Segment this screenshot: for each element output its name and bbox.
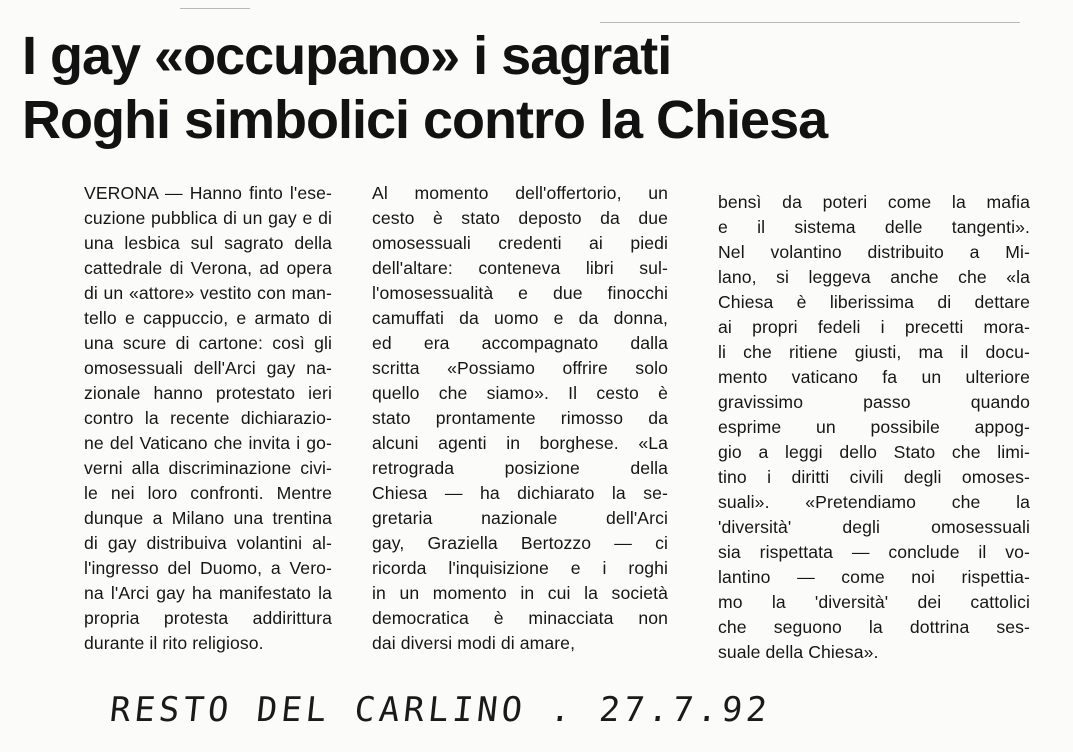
article-line: Al momento dell'offertorio, un — [372, 183, 668, 203]
headline — [22, 24, 1052, 152]
article-line: tino i diritti civili degli omoses- — [718, 467, 1030, 487]
article-line: una scure di cartone: così gli — [84, 333, 332, 353]
article-line: VERONA — Hanno finto l'ese- — [84, 183, 332, 203]
article-body — [84, 181, 1044, 661]
article-line: tello e cappuccio, e armato di — [84, 308, 332, 328]
article-line: na l'Arci gay ha manifestato la — [84, 583, 332, 603]
headline-line-2: Roghi simbolici contro la Chiesa — [22, 90, 828, 150]
article-line: lantino — come noi rispettia- — [718, 567, 1030, 587]
article-line: cesto è stato deposto da due — [372, 208, 668, 228]
article-line: le nei loro confronti. Mentre — [84, 483, 332, 503]
scan-edge-mark — [180, 8, 250, 9]
article-line: omosessuali credenti ai piedi — [372, 233, 668, 253]
scan-edge-mark — [600, 22, 1020, 23]
article-line: contro la recente dichiarazio- — [84, 408, 332, 428]
article-line: mo la 'diversità' dei cattolici — [718, 592, 1030, 612]
article-line: suali». «Pretendiamo che la — [718, 492, 1030, 512]
article-line: democratica è minacciata non — [372, 608, 668, 628]
article-line: verni alla discriminazione civi- — [84, 458, 332, 478]
article-line: li che ritiene giusti, ma il docu- — [718, 342, 1030, 362]
article-line: cuzione pubblica di un gay e di — [84, 208, 332, 228]
article-line: Chiesa — ha dichiarato la se- — [372, 483, 668, 503]
article-line: 'diversità' degli omosessuali — [718, 517, 1030, 537]
article-line: dunque a Milano una trentina — [84, 508, 332, 528]
article-line: scritta «Possiamo offrire solo — [372, 358, 668, 378]
article-line: bensì da poteri come la mafia — [718, 192, 1030, 212]
article-line: durante il rito religioso. — [84, 633, 264, 653]
article-line: ed era accompagnato dalla — [372, 333, 668, 353]
article-line: zionale hanno protestato ieri — [84, 383, 332, 403]
article-line: dai diversi modi di amare, — [372, 633, 576, 653]
article-line: ricorda l'inquisizione e i roghi — [372, 558, 668, 578]
article-line: retrograda posizione della — [372, 458, 668, 478]
article-line: camuffati da uomo e da donna, — [372, 308, 668, 328]
article-column-1 — [84, 181, 332, 656]
article-line: propria protesta addirittura — [84, 608, 332, 628]
article-line: l'ingresso del Duomo, a Vero- — [84, 558, 332, 578]
article-line: di gay distribuiva volantini al- — [84, 533, 332, 553]
article-line: che seguono la dottrina ses- — [718, 617, 1030, 637]
article-line: in un momento in cui la società — [372, 583, 668, 603]
article-line: e il sistema delle tangenti». — [718, 217, 1030, 237]
article-line: dell'altare: conteneva libri sul- — [372, 258, 668, 278]
article-line: Nel volantino distribuito a Mi- — [718, 242, 1030, 262]
article-line: gio a leggi dello Stato che limi- — [718, 442, 1030, 462]
article-line: lano, si leggeva anche che «la — [718, 267, 1030, 287]
article-line: cattedrale di Verona, ad opera — [84, 258, 332, 278]
article-column-2 — [372, 181, 668, 656]
headline-line-1: I gay «occupano» i sagrati — [22, 26, 672, 86]
article-line: ne del Vaticano che invita i go- — [84, 433, 332, 453]
article-line: omosessuali dell'Arci gay na- — [84, 358, 332, 378]
article-line: stato prontamente rimosso da — [372, 408, 668, 428]
article-line: gretaria nazionale dell'Arci — [372, 508, 668, 528]
article-line: l'omosessualità e due finocchi — [372, 283, 668, 303]
article-line: suale della Chiesa». — [718, 642, 879, 662]
article-line: di un «attore» vestito con man- — [84, 283, 332, 303]
article-line: sia rispettata — conclude il vo- — [718, 542, 1030, 562]
article-line: Chiesa è liberissima di dettare — [718, 292, 1030, 312]
article-line: esprime un possibile appog- — [718, 417, 1030, 437]
article-column-3 — [718, 190, 1030, 665]
handwritten-source-note: RESTO DEL CARLINO . 27.7.92 — [107, 690, 773, 730]
article-line: gay, Graziella Bertozzo — ci — [372, 533, 668, 553]
article-line: gravissimo passo quando — [718, 392, 1030, 412]
article-line: una lesbica sul sagrato della — [84, 233, 332, 253]
article-line: ai propri fedeli i precetti mora- — [718, 317, 1030, 337]
article-line: mento vaticano fa un ulteriore — [718, 367, 1030, 387]
article-line: alcuni agenti in borghese. «La — [372, 433, 668, 453]
article-line: quello che siamo». Il cesto è — [372, 383, 668, 403]
